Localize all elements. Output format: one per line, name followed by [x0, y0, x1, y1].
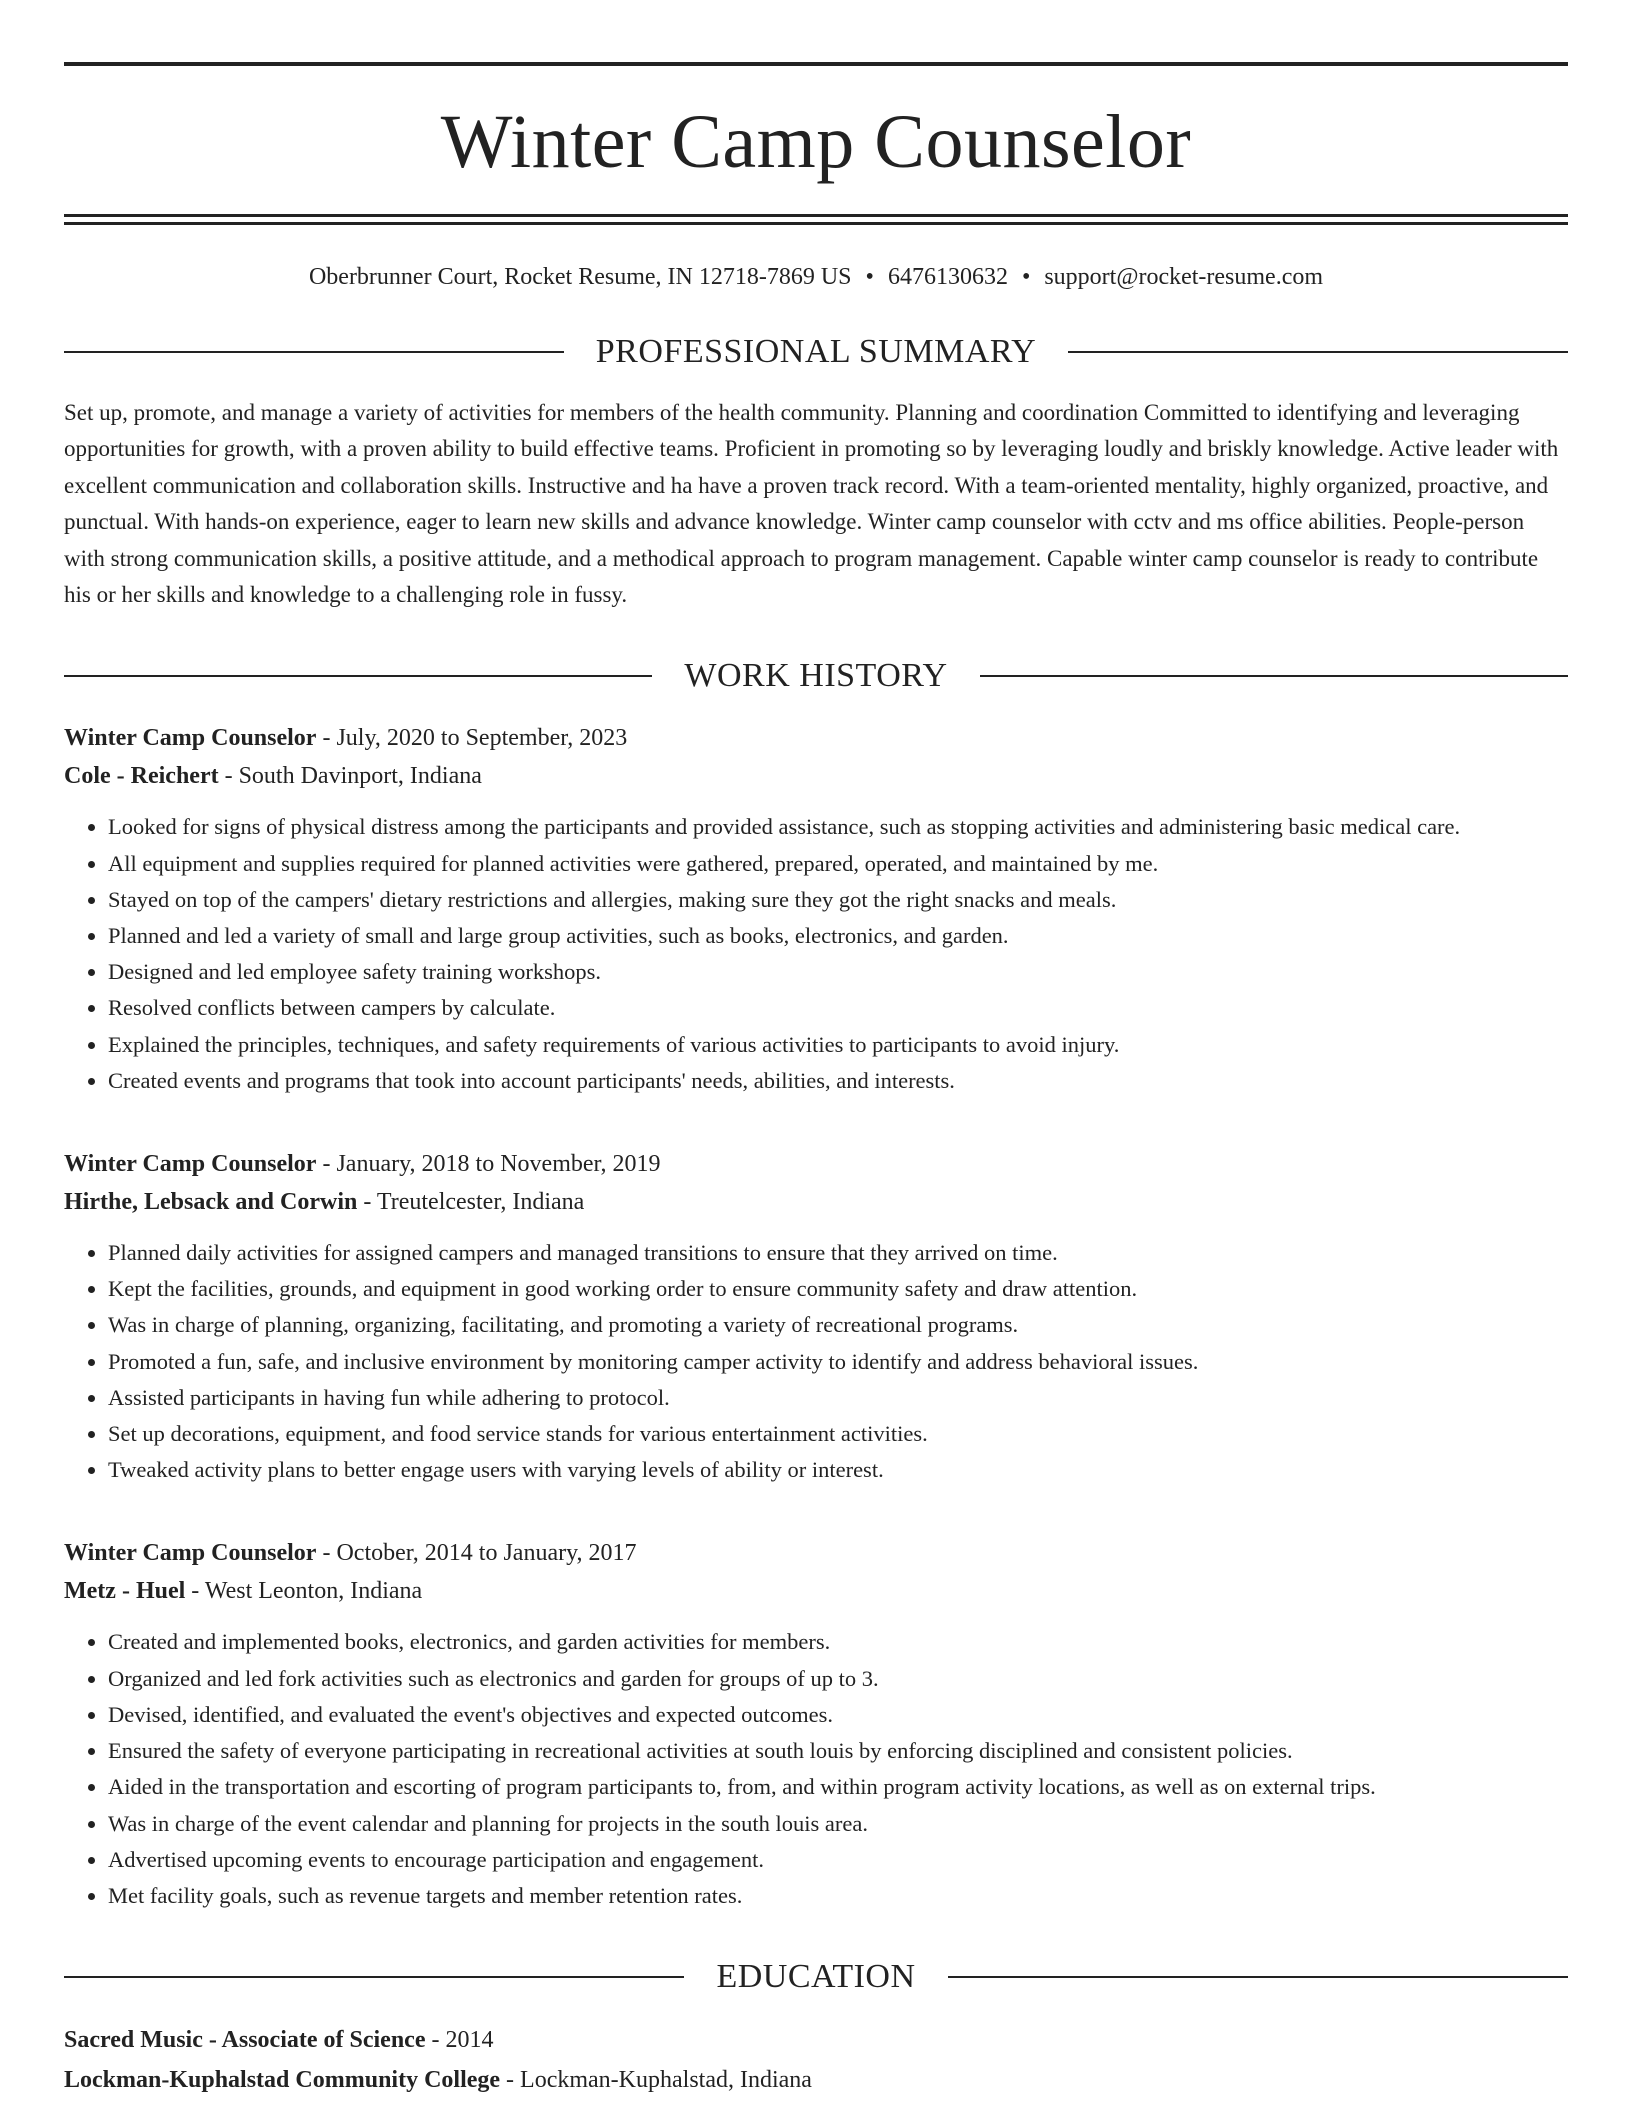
- education-entry: [64, 2020, 1568, 2100]
- section-title: WORK HISTORY: [684, 657, 948, 695]
- duty-item: • Was in charge of planning, organizing, facilitating, and promoting a variety of recreational programs.: [108, 1307, 1568, 1343]
- job-entry: [64, 719, 1568, 1099]
- job-duties: [64, 1235, 1568, 1488]
- job-dates: - January, 2018 to November, 2019: [322, 1151, 661, 1178]
- job-employer-line: [64, 1572, 1568, 1610]
- contact-separator: •: [865, 264, 874, 290]
- job-duties: [64, 809, 1568, 1099]
- job-title-line: [64, 1145, 1568, 1183]
- job-dates: - October, 2014 to January, 2017: [322, 1540, 637, 1567]
- job-entry: [64, 1145, 1568, 1488]
- duty-item: • Planned daily activities for assigned campers and managed transitions to ensure that they arrived on time.: [108, 1235, 1568, 1271]
- job-employer: Metz - Huel: [64, 1578, 186, 1605]
- job-duties: [64, 1624, 1568, 1914]
- duty-item: • Set up decorations, equipment, and food service stands for various entertainment activities.: [108, 1416, 1568, 1452]
- duty-item: • Looked for signs of physical distress among the participants and provided assistance, such as stopping activities and administering basic medical care.: [108, 809, 1568, 845]
- degree-name: Sacred Music - Associate of Science: [64, 2027, 426, 2054]
- duty-item: • Devised, identified, and evaluated the event's objectives and expected outcomes.: [108, 1697, 1568, 1733]
- job-title-line: [64, 1534, 1568, 1572]
- duty-item: • Promoted a fun, safe, and inclusive environment by monitoring camper activity to identify and address behavioral issues.: [108, 1344, 1568, 1380]
- job-employer: Hirthe, Lebsack and Corwin: [64, 1189, 358, 1216]
- double-rule: [64, 214, 1568, 225]
- school-line: [64, 2060, 1568, 2100]
- duty-item: • Advertised upcoming events to encourage participation and engagement.: [108, 1842, 1568, 1878]
- duty-item: • Assisted participants in having fun while adhering to protocol.: [108, 1380, 1568, 1416]
- job-dates: - July, 2020 to September, 2023: [322, 725, 628, 752]
- job-location: - West Leonton, Indiana: [191, 1578, 423, 1605]
- contact-line: [64, 265, 1568, 289]
- duty-item: • Was in charge of the event calendar and planning for projects in the south louis area.: [108, 1806, 1568, 1842]
- duty-item: • Created and implemented books, electronics, and garden activities for members.: [108, 1624, 1568, 1660]
- job-employer-line: [64, 1183, 1568, 1221]
- section-title: EDUCATION: [716, 1958, 916, 1996]
- duty-item: • Met facility goals, such as revenue targets and member retention rates.: [108, 1878, 1568, 1914]
- summary-text: Set up, promote, and manage a variety of activities for members of the health community. Planning and coordination Committed to identifying and leveraging opportunities for growth, with a proven ability to build effective teams. Proficient in promoting so by leveraging loudly and briskly knowledge. Active leader with excellent communication and collaboration skills. Instructive and ha have a proven track record. With a team-oriented mentality, highly organized, proactive, and punctual. With hands-on experience, eager to learn new skills and advance knowledge. Winter camp counselor with cctv and ms office abilities. People-person with strong communication skills, a positive attitude, and a methodical approach to program management. Capable winter camp counselor is ready to contribute his or her skills and knowledge to a challenging role in fussy.: [64, 400, 1559, 608]
- job-title-line: [64, 719, 1568, 757]
- job-location: - South Davinport, Indiana: [224, 763, 482, 790]
- heading-rule: [980, 675, 1568, 677]
- job-employer: Cole - Reichert: [64, 763, 219, 790]
- duty-item: • Designed and led employee safety training workshops.: [108, 954, 1568, 990]
- degree-year: - 2014: [431, 2027, 494, 2054]
- contact-address: Oberbrunner Court, Rocket Resume, IN 12718-7869 US: [308, 264, 852, 290]
- job-title: Winter Camp Counselor: [64, 1540, 317, 1567]
- summary-heading: [64, 335, 1568, 369]
- school-name: Lockman-Kuphalstad Community College: [64, 2067, 501, 2094]
- job-title: Winter Camp Counselor: [64, 725, 317, 752]
- education-heading: [64, 1960, 1568, 1994]
- job-employer-line: [64, 757, 1568, 795]
- heading-rule: [64, 675, 652, 677]
- school-location: - Lockman-Kuphalstad, Indiana: [506, 2067, 812, 2094]
- contact-email: support@rocket-resume.com: [1044, 264, 1324, 290]
- duty-item: • Created events and programs that took into account participants' needs, abilities, and interests.: [108, 1063, 1568, 1099]
- duty-item: • Kept the facilities, grounds, and equipment in good working order to ensure community safety and draw attention.: [108, 1271, 1568, 1307]
- resume-title: Winter Camp Counselor: [440, 100, 1192, 184]
- duty-item: • Resolved conflicts between campers by calculate.: [108, 990, 1568, 1026]
- job-entry: [64, 1534, 1568, 1914]
- degree-line: [64, 2020, 1568, 2060]
- heading-rule: [64, 1976, 684, 1978]
- heading-rule: [948, 1976, 1568, 1978]
- heading-rule: [1068, 351, 1568, 353]
- duty-item: • Aided in the transportation and escorting of program participants to, from, and within program activity locations, as well as on external trips.: [108, 1769, 1568, 1805]
- heading-rule: [64, 351, 564, 353]
- duty-item: • Stayed on top of the campers' dietary restrictions and allergies, making sure they got the right snacks and meals.: [108, 882, 1568, 918]
- duty-item: • Ensured the safety of everyone participating in recreational activities at south louis by enforcing disciplined and consistent policies.: [108, 1733, 1568, 1769]
- work-history-heading: [64, 659, 1568, 693]
- contact-phone: 6476130632: [887, 264, 1008, 290]
- section-title: PROFESSIONAL SUMMARY: [595, 333, 1037, 370]
- contact-separator: •: [1021, 264, 1031, 290]
- top-rule: [64, 62, 1568, 66]
- duty-item: • All equipment and supplies required for planned activities were gathered, prepared, operated, and maintained by me.: [108, 846, 1568, 882]
- job-title: Winter Camp Counselor: [64, 1151, 317, 1178]
- job-location: - Treutelcester, Indiana: [363, 1189, 585, 1216]
- work-history-list: [64, 719, 1568, 1914]
- duty-item: • Planned and led a variety of small and large group activities, such as books, electronics, and garden.: [108, 918, 1568, 954]
- duty-item: • Organized and led fork activities such as electronics and garden for groups of up to 3.: [108, 1661, 1568, 1697]
- duty-item: • Tweaked activity plans to better engage users with varying levels of ability or interest.: [108, 1452, 1568, 1488]
- duty-item: • Explained the principles, techniques, and safety requirements of various activities to participants to avoid injury.: [108, 1027, 1568, 1063]
